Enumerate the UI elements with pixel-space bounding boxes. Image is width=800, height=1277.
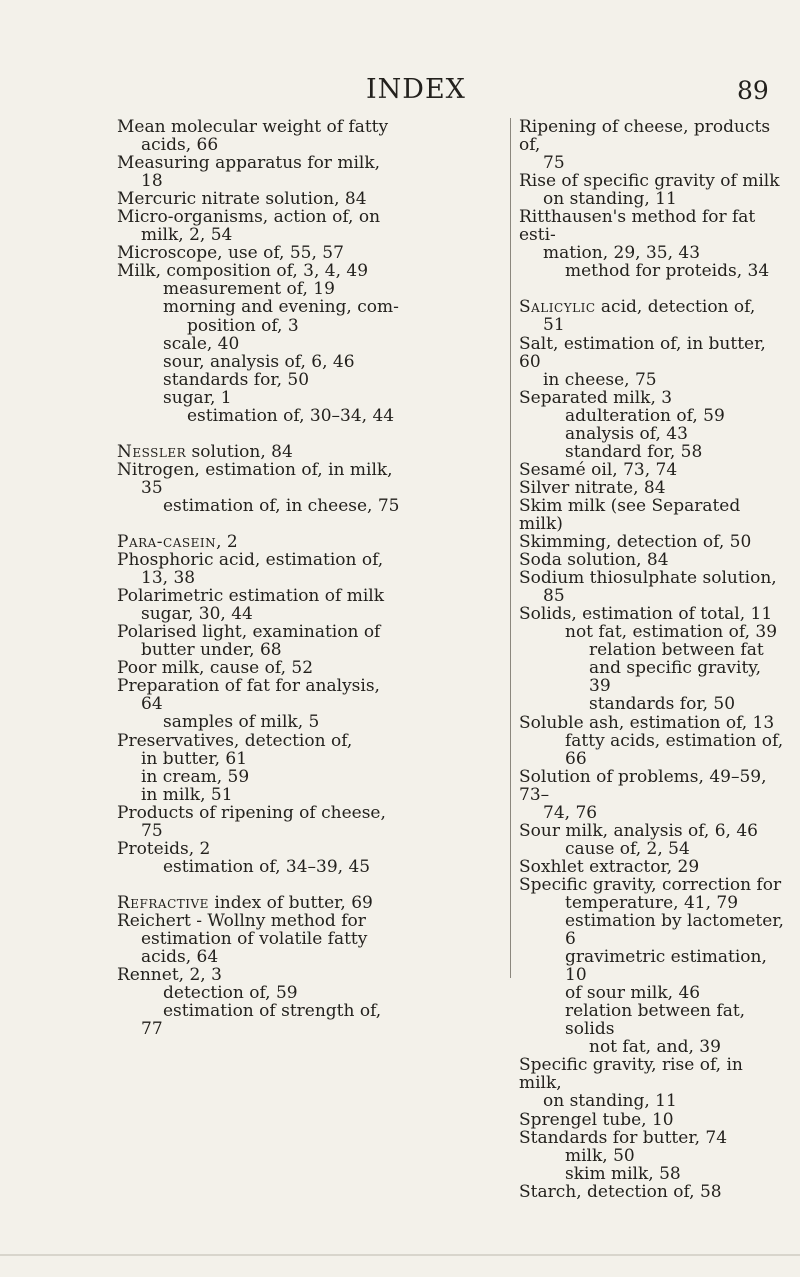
index-subentry: milk, 50	[565, 1145, 635, 1166]
index-entry: Rise of specific gravity of milk	[519, 171, 780, 192]
index-entry: Specific gravity, correction for	[519, 874, 782, 895]
index-group	[519, 298, 789, 1200]
small-caps-lead: Para-casein	[117, 531, 217, 552]
index-subentry: cause of, 2, 54	[565, 838, 690, 859]
index-subentry: in cream, 59	[141, 766, 250, 787]
index-subentry: 35	[141, 477, 163, 498]
index-subentry: and specific gravity,	[589, 658, 762, 679]
index-subentry: standard for, 58	[565, 441, 703, 462]
index-entry: Preparation of fat for analysis,	[117, 676, 380, 697]
index-subentry: 75	[543, 153, 565, 174]
index-entry	[117, 533, 502, 551]
index-subentry: 64	[141, 694, 163, 715]
index-subentry: mation, 29, 35, 43	[543, 243, 701, 264]
index-subentry: standards for, 50	[163, 369, 310, 390]
index-entry: Measuring apparatus for milk,	[117, 153, 381, 174]
index-subentry: butter under, 68	[141, 640, 282, 661]
index-entry: Solution of problems, 49–59, 73–	[519, 766, 767, 805]
index-subentry: estimation of, 34–39, 45	[163, 856, 371, 877]
index-entry: Rennet, 2, 3	[117, 965, 222, 986]
index-entry	[519, 298, 789, 316]
index-entry: Ripening of cheese, products of,	[519, 117, 771, 156]
index-subentry: estimation of volatile fatty	[141, 928, 368, 949]
index-group	[117, 894, 502, 1038]
index-subentry: relation between fat	[589, 640, 764, 661]
running-head	[0, 68, 800, 108]
index-subentry: estimation of, in cheese, 75	[163, 495, 400, 516]
index-subentry: milk, 2, 54	[141, 225, 233, 246]
index-entry: Micro-organisms, action of, on	[117, 207, 381, 228]
index-subentry: morning and evening, com-	[163, 297, 399, 318]
index-subentry: sugar, 1	[163, 387, 232, 408]
column-divider	[510, 118, 511, 978]
index-entry: Sour milk, analysis of, 6, 46	[519, 820, 758, 841]
index-entry: Salt, estimation of, in butter, 60	[519, 333, 766, 372]
index-subentry: skim milk, 58	[565, 1163, 681, 1184]
index-subentry: 66	[565, 748, 587, 769]
index-entry: Products of ripening of cheese,	[117, 802, 386, 823]
index-entry: Silver nitrate, 84	[519, 477, 666, 498]
index-subentry: sour, analysis of, 6, 46	[163, 351, 355, 372]
entry-rest: , 2	[216, 531, 238, 552]
index-subentry: on standing, 11	[543, 189, 677, 210]
index-entry: Specific gravity, rise of, in milk,	[519, 1055, 743, 1094]
small-caps-lead: Refractive	[117, 892, 209, 913]
index-entry: Mean molecular weight of fatty	[117, 117, 389, 137]
index-entry: Sesamé oil, 73, 74	[519, 459, 678, 480]
index-subentry: 85	[543, 586, 565, 607]
index-subentry: measurement of, 19	[163, 279, 335, 300]
index-entry: Skimming, detection of, 50	[519, 532, 752, 553]
index-subentry: 75	[141, 820, 163, 841]
index-entry: Soluble ash, estimation of, 13	[519, 712, 775, 733]
index-subentry: detection of, 59	[163, 983, 298, 1004]
index-subentry: on standing, 11	[543, 1091, 677, 1112]
page-title: INDEX	[366, 74, 466, 105]
page-bottom-edge	[0, 1254, 800, 1256]
index-subentry: temperature, 41, 79	[565, 892, 739, 913]
small-caps-lead: Nessler	[117, 441, 187, 462]
index-subentry: estimation of, 30–34, 44	[187, 405, 395, 426]
index-subentry: analysis of, 43	[565, 423, 688, 444]
index-entry: Sprengel tube, 10	[519, 1109, 674, 1130]
index-subentry: of sour milk, 46	[565, 983, 701, 1004]
entry-rest: solution, 84	[186, 441, 293, 462]
index-entry: Skim milk (see Separated milk)	[519, 495, 741, 534]
index-subentry: 13, 38	[141, 568, 196, 589]
index-entry	[117, 894, 502, 912]
index-subentry: 51	[543, 315, 565, 336]
index-group	[117, 443, 502, 515]
index-subentry: in cheese, 75	[543, 369, 657, 390]
index-entry: Sodium thiosulphate solution,	[519, 568, 777, 589]
index-entry: Reichert - Wollny method for	[117, 910, 366, 931]
index-subentry: 77	[141, 1019, 163, 1040]
index-subentry: estimation by lactometer, 6	[565, 911, 784, 950]
index-subentry: fatty acids, estimation of,	[565, 730, 784, 751]
index-subentry: method for proteids, 34	[565, 261, 770, 282]
index-entry: Solids, estimation of total, 11	[519, 604, 773, 625]
index-entry: Milk, composition of, 3, 4, 49	[117, 261, 369, 282]
index-group	[117, 533, 502, 876]
index-group	[519, 118, 789, 280]
entry-rest: index of butter, 69	[208, 892, 373, 913]
index-subentry: in milk, 51	[141, 784, 233, 805]
index-subentry: estimation of strength of,	[163, 1001, 382, 1022]
index-entry: Mercuric nitrate solution, 84	[117, 189, 367, 210]
index-entry: Soxhlet extractor, 29	[519, 856, 700, 877]
index-entry: Starch, detection of, 58	[519, 1181, 722, 1202]
right-column	[519, 118, 789, 1201]
index-entry: Soda solution, 84	[519, 550, 669, 571]
index-subentry: 39	[589, 676, 611, 697]
index-subentry: samples of milk, 5	[163, 712, 320, 733]
index-entry: Poor milk, cause of, 52	[117, 658, 314, 679]
index-entry: Preservatives, detection of,	[117, 730, 353, 751]
index-subentry: acids, 66	[141, 135, 219, 156]
index-subentry: scale, 40	[163, 333, 240, 354]
index-subentry: gravimetric estimation, 10	[565, 947, 767, 986]
index-entry: Separated milk, 3	[519, 387, 673, 408]
index-subentry: 74, 76	[543, 802, 598, 823]
page-number: 89	[737, 76, 769, 105]
index-subentry: not fat, estimation of, 39	[565, 622, 778, 643]
left-column	[117, 118, 502, 1038]
index-entry: Proteids, 2	[117, 838, 211, 859]
index-subentry: standards for, 50	[589, 694, 736, 715]
index-subentry: adulteration of, 59	[565, 405, 725, 426]
index-entry: Ritthausen's method for fat esti-	[519, 207, 756, 246]
index-subentry: acids, 64	[141, 947, 219, 968]
index-entry: Nitrogen, estimation of, in milk,	[117, 459, 393, 480]
index-subentry: 18	[141, 171, 163, 192]
index-subentry: in butter, 61	[141, 748, 248, 769]
index-group	[117, 118, 502, 425]
index-subentry: position of, 3	[187, 315, 299, 336]
entry-rest: acid, detection of,	[595, 297, 756, 318]
index-entry: Polarimetric estimation of milk	[117, 586, 385, 607]
index-entry: Phosphoric acid, estimation of,	[117, 550, 384, 571]
index-entry: Microscope, use of, 55, 57	[117, 243, 344, 264]
index-entry: Standards for butter, 74	[519, 1127, 728, 1148]
index-subentry: not fat, and, 39	[589, 1037, 721, 1058]
index-entry	[117, 443, 502, 461]
index-subentry: relation between fat, solids	[565, 1001, 746, 1040]
small-caps-lead: Salicylic	[519, 297, 596, 318]
index-subentry: sugar, 30, 44	[141, 604, 253, 625]
index-entry: Polarised light, examination of	[117, 622, 381, 643]
